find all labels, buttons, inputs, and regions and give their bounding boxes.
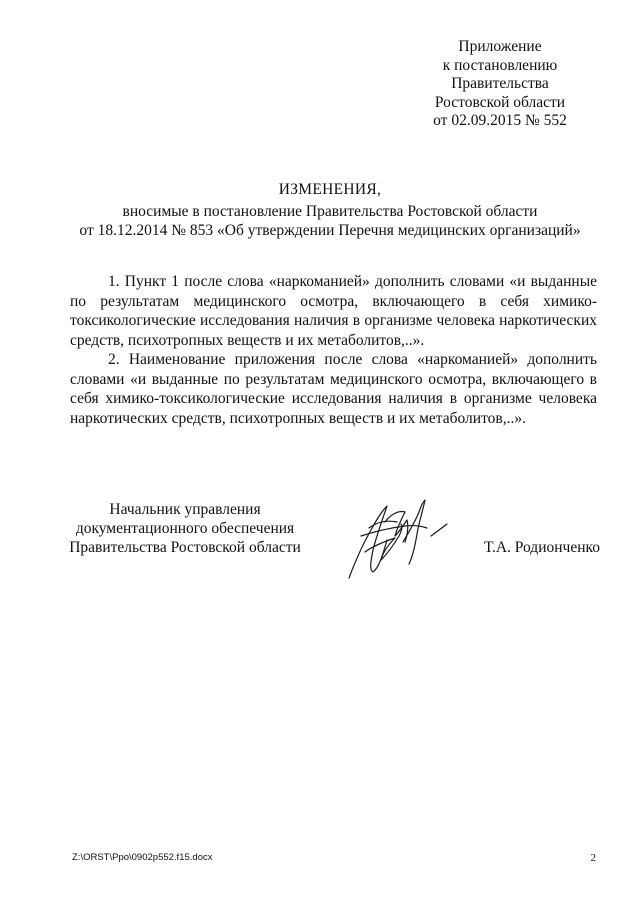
handwritten-signature-icon xyxy=(343,492,453,587)
appendix-line: от 02.09.2015 № 552 xyxy=(433,112,567,129)
page-number: 2 xyxy=(590,852,596,864)
file-path: Z:\ORST\Ppo\0902p552.f15.docx xyxy=(72,852,213,863)
appendix-line: Приложение xyxy=(458,38,542,55)
signer-position xyxy=(60,500,310,557)
appendix-line: к постановлению xyxy=(442,56,558,74)
body-paragraph: 1. Пункт 1 после слова «наркоманией» дополнить словами «и выданные по результатам медицинского осмотра, включающего в себя химико-токсикологические исследования наличия в организме человека наркотических средств, психотропных веществ и их метаболитов,..». xyxy=(70,273,597,349)
document-title: ИЗМЕНЕНИЯ, xyxy=(278,181,382,198)
signature-block xyxy=(60,500,600,600)
position-line: документационного обеспечения xyxy=(75,520,295,537)
title-subline: от 18.12.2014 № 853 «Об утверждении Перечня медицинских организаций» xyxy=(79,222,581,239)
signer-name: Т.А. Родионченко xyxy=(484,539,600,556)
appendix-line: Правительства xyxy=(451,75,549,92)
document-body xyxy=(70,272,597,428)
body-paragraph: 2. Наименование приложения после слова «наркоманией» дополнить словами «и выданные по результатам медицинского осмотра, включающего в себя химико-токсикологические исследования наличия в организме человека наркотических средств, психотропных веществ и их метаболитов,..». xyxy=(70,351,597,427)
position-line: Правительства Ростовской области xyxy=(69,539,301,556)
title-subline: вносимые в постановление Правительства Ростовской области xyxy=(122,203,538,220)
appendix-line: Ростовской области xyxy=(434,93,566,111)
appendix-header xyxy=(400,38,600,131)
position-line: Начальник управления xyxy=(109,501,261,518)
document-title-block xyxy=(40,180,620,240)
